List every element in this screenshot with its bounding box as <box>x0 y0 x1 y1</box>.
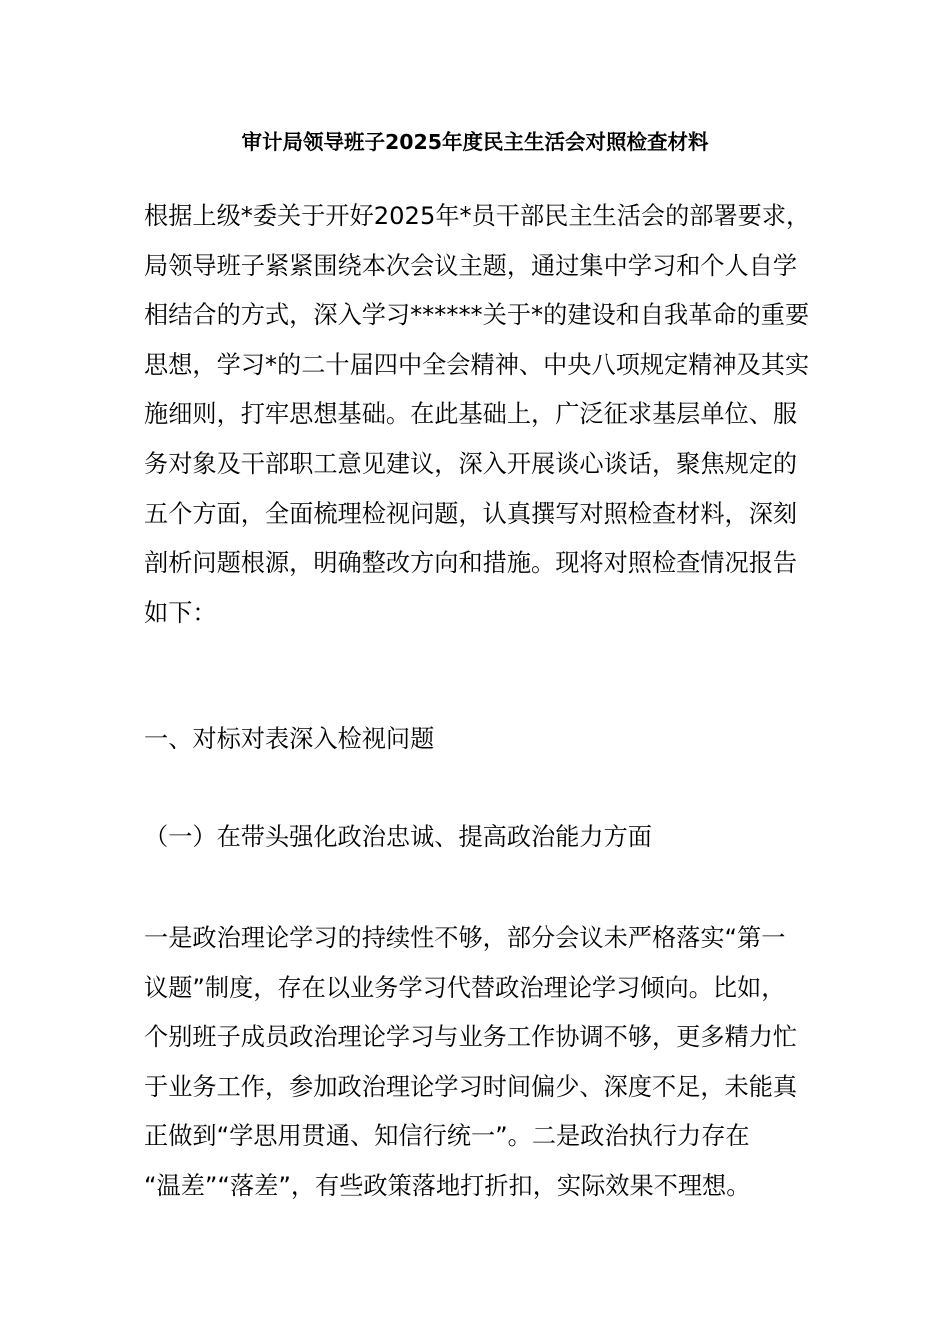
intro-line: 根据上级*委关于开好2025年*员干部民主生活会的部署要求， <box>144 202 811 230</box>
intro-line: 相结合的方式，深入学习******关于*的建设和自我革命的重要 <box>144 301 810 330</box>
intro-paragraph <box>144 192 811 638</box>
document-title: 审计局领导班子2025年度民主生活会对照检查材料 <box>241 130 709 154</box>
body-paragraph <box>144 914 808 1212</box>
section-heading: 一、对标对表深入检视问题 <box>144 725 435 753</box>
paragraph-line: 正做到“学思用贯通、知信行统一”。二是政治执行力存在 <box>144 1122 750 1151</box>
paragraph-line: 一是政治理论学习的持续性不够，部分会议未严格落实“第一 <box>144 924 786 952</box>
intro-line: 局领导班子紧紧围绕本次会议主题，通过集中学习和个人自学 <box>144 251 798 280</box>
subsection-heading: （一）在带头强化政治忠诚、提高政治能力方面 <box>144 823 652 851</box>
intro-line: 五个方面，全面梳理检视问题，认真撰写对照检查材料，深刻 <box>144 499 798 528</box>
intro-line: 思想，学习*的二十届四中全会精神、中央八项规定精神及其实 <box>144 350 810 379</box>
paragraph-line: 个别班子成员政治理论学习与业务工作协调不够，更多精力忙 <box>144 1023 798 1052</box>
paragraph-line: 于业务工作，参加政治理论学习时间偏少、深度不足，未能真 <box>144 1072 798 1101</box>
paragraph-line: 议题”制度，存在以业务学习代替政治理论学习倾向。比如， <box>144 973 786 1002</box>
intro-line: 如下： <box>144 598 217 627</box>
intro-line: 施细则，打牢思想基础。在此基础上，广泛征求基层单位、服 <box>144 400 798 429</box>
paragraph-line: “温差”“落差”，有些政策落地打折扣，实际效果不理想。 <box>144 1171 751 1200</box>
intro-line: 务对象及干部职工意见建议，深入开展谈心谈话，聚焦规定的 <box>144 449 798 478</box>
intro-line: 剖析问题根源，明确整改方向和措施。现将对照检查情况报告 <box>144 549 798 578</box>
